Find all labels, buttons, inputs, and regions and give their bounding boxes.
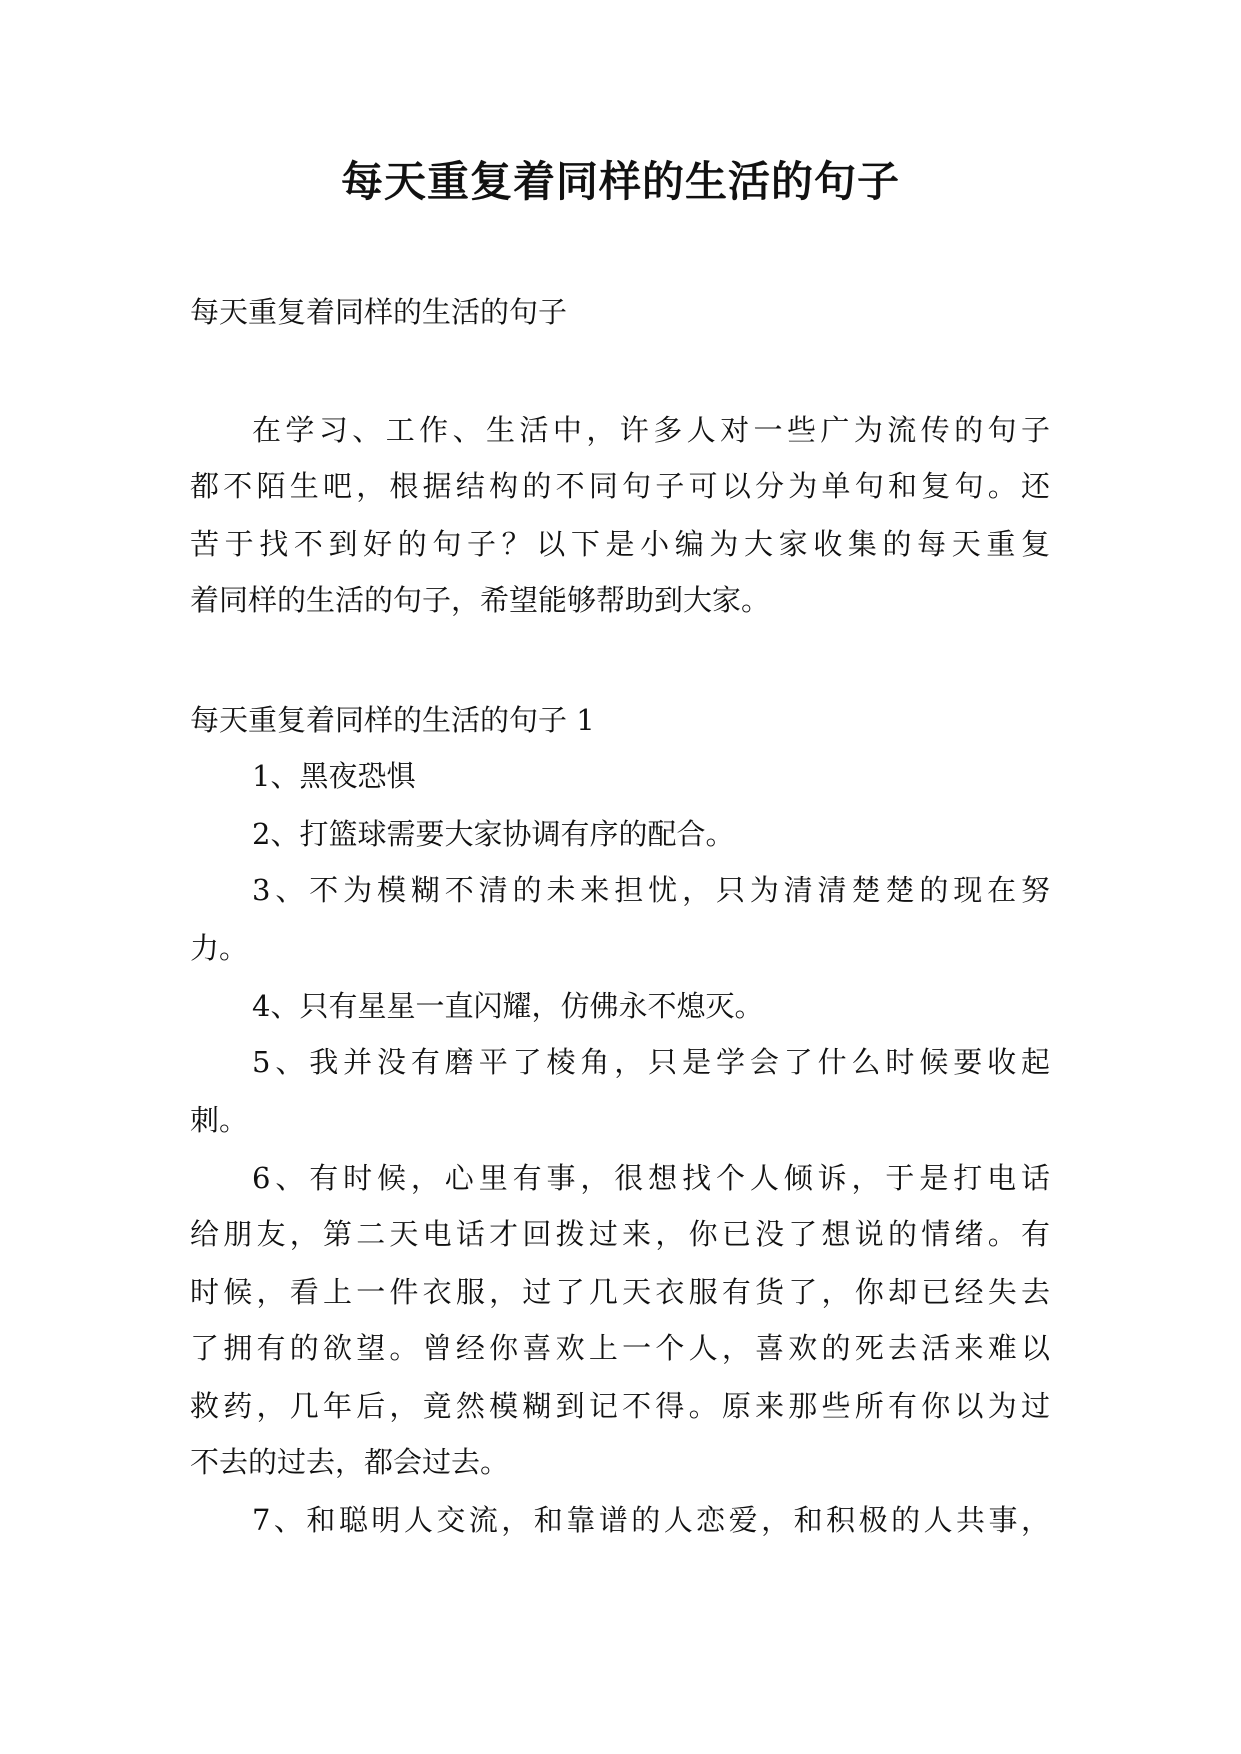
list-item: 4、只有星星一直闪耀，仿佛永不熄灭。 — [252, 989, 764, 1023]
list-item-continuation: 救药，几年后，竟然模糊到记不得。原来那些所有你以为过 — [190, 1389, 1050, 1423]
list-item-continuation: 给朋友，第二天电话才回拨过来，你已没了想说的情绪。有 — [190, 1217, 1050, 1251]
intro-line-3: 苦于找不到好的句子？以下是小编为大家收集的每天重复 — [190, 527, 1050, 561]
document-title: 每天重复着同样的生活的句子 — [340, 157, 900, 206]
list-item: 6、有时候，心里有事，很想找个人倾诉，于是打电话 — [252, 1161, 1050, 1195]
list-item-continuation: 力。 — [190, 931, 249, 965]
list-item-continuation: 刺。 — [190, 1103, 249, 1137]
list-item: 1、黑夜恐惧 — [252, 759, 416, 793]
intro-line-2: 都不陌生吧，根据结构的不同句子可以分为单句和复句。还 — [190, 469, 1050, 503]
list-item: 7、和聪明人交流，和靠谱的人恋爱，和积极的人共事， — [252, 1503, 1050, 1537]
document-subtitle: 每天重复着同样的生活的句子 — [190, 295, 568, 329]
list-item: 3、不为模糊不清的未来担忧，只为清清楚楚的现在努 — [252, 873, 1050, 907]
intro-line-4: 着同样的生活的句子，希望能够帮助到大家。 — [190, 583, 771, 617]
list-item-continuation: 不去的过去，都会过去。 — [190, 1445, 510, 1479]
list-item: 2、打篮球需要大家协调有序的配合。 — [252, 817, 735, 851]
list-item-continuation: 了拥有的欲望。曾经你喜欢上一个人，喜欢的死去活来难以 — [190, 1331, 1050, 1365]
list-item-continuation: 时候，看上一件衣服，过了几天衣服有货了，你却已经失去 — [190, 1275, 1050, 1309]
intro-line-1: 在学习、工作、生活中，许多人对一些广为流传的句子 — [252, 413, 1050, 447]
section-heading: 每天重复着同样的生活的句子 1 — [190, 703, 595, 737]
list-item: 5、我并没有磨平了棱角，只是学会了什么时候要收起 — [252, 1045, 1050, 1079]
